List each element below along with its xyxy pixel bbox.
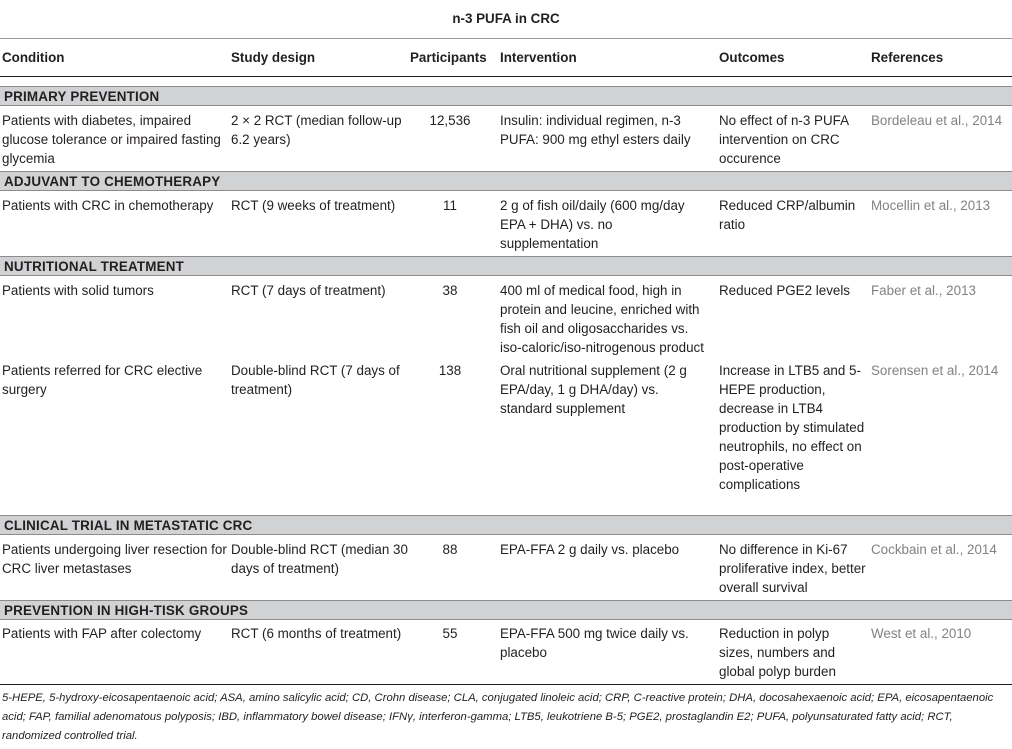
cell-intervention: EPA-FFA 500 mg twice daily vs. placebo (500, 626, 689, 660)
header-condition: Condition (2, 50, 65, 65)
cell-intervention: Oral nutritional supplement (2 g EPA/day, 1 g DHA/day) vs. standard supplement (500, 363, 687, 416)
cell-condition: Patients referred for CRC elective surgery (2, 363, 203, 397)
cell-study-design: Double-blind RCT (7 days of treatment) (231, 363, 400, 397)
cell-study-design: Double-blind RCT (median 30 days of treatment) (231, 542, 408, 576)
cell-intervention: 2 g of fish oil/daily (600 mg/day EPA + DHA) vs. no supplementation (500, 198, 685, 251)
section-high-risk-groups (0, 600, 1012, 620)
cell-condition: Patients undergoing liver resection for CRC liver metastases (2, 542, 227, 576)
cell-condition: Patients with CRC in chemotherapy (2, 198, 214, 213)
title-divider (0, 38, 1012, 39)
header-study-design: Study design (231, 50, 316, 65)
cell-reference: Bordeleau et al., 2014 (871, 113, 1003, 128)
cell-outcomes: No effect of n-3 PUFA intervention on CRC occurence (719, 113, 849, 166)
section-metastatic-crc (0, 515, 1012, 535)
cell-participants: 38 (442, 283, 458, 298)
cell-condition: Patients with diabetes, impaired glucose tolerance or impaired fasting glycemia (2, 113, 221, 166)
cell-reference: Mocellin et al., 2013 (871, 198, 991, 213)
section-label: ADJUVANT TO CHEMOTHERAPY (4, 174, 221, 189)
cell-condition: Patients with FAP after colectomy (2, 626, 202, 641)
table-title: n-3 PUFA in CRC (452, 11, 560, 26)
cell-outcomes: Increase in LTB5 and 5-HEPE production, decrease in LTB4 production by stimulated neutrophils, no effect on post-operative complications (719, 363, 865, 492)
cell-reference: Sorensen et al., 2014 (871, 363, 999, 378)
section-label: PREVENTION IN HIGH-TISK GROUPS (4, 603, 249, 618)
header-outcomes: Outcomes (719, 50, 785, 65)
header-intervention: Intervention (500, 50, 577, 65)
cell-outcomes: Reduced CRP/albumin ratio (719, 198, 856, 232)
cell-participants: 12,536 (429, 113, 471, 128)
cell-participants: 138 (438, 363, 462, 378)
cell-reference: Faber et al., 2013 (871, 283, 976, 298)
cell-participants: 55 (442, 626, 458, 641)
table-footnote: 5-HEPE, 5-hydroxy-eicosapentaenoic acid; ASA, amino salicylic acid; CD, Crohn disease; CLA, conjugated linoleic acid; CRP, C-reactive protein; DHA, docosahexaenoic acid; EPA, eicosapentaenoic acid; FAP, familial adenomatous polyposis; IBD, inflammatory bowel disease; IFNγ, interferon-gamma; LTB5, leukotriene B-5; PGE2, prostaglandin E2; PUFA, polyunsaturated fatty acid; RCT, randomized controlled trial. (2, 692, 994, 742)
cell-reference: Cockbain et al., 2014 (871, 542, 997, 557)
cell-participants: 11 (443, 198, 457, 213)
cell-outcomes: Reduced PGE2 levels (719, 283, 851, 298)
cell-intervention: Insulin: individual regimen, n-3 PUFA: 900 mg ethyl esters daily (500, 113, 691, 147)
header-participants: Participants (410, 50, 487, 65)
cell-intervention: 400 ml of medical food, high in protein and leucine, enriched with fish oil and oligosaccharides vs. iso-caloric/iso-nitrogenous product (500, 283, 704, 355)
cell-intervention: EPA-FFA 2 g daily vs. placebo (500, 542, 680, 557)
header-references: References (871, 50, 944, 65)
cell-reference: West et al., 2010 (871, 626, 972, 641)
section-label: CLINICAL TRIAL IN METASTATIC CRC (4, 518, 253, 533)
cell-outcomes: No difference in Ki-67 proliferative index, better overall survival (719, 542, 866, 595)
cell-study-design: RCT (9 weeks of treatment) (231, 198, 396, 213)
cell-participants: 88 (442, 542, 458, 557)
section-adjuvant-chemotherapy (0, 171, 1012, 191)
cell-study-design: RCT (7 days of treatment) (231, 283, 386, 298)
section-label: PRIMARY PREVENTION (4, 89, 160, 104)
section-primary-prevention (0, 86, 1012, 106)
section-nutritional-treatment (0, 256, 1012, 276)
cell-outcomes: Reduction in polyp sizes, numbers and global polyp burden (719, 626, 836, 679)
cell-study-design: RCT (6 months of treatment) (231, 626, 402, 641)
header-divider (0, 76, 1012, 77)
cell-study-design: 2 × 2 RCT (median follow-up 6.2 years) (231, 113, 402, 147)
table-bottom-rule (0, 684, 1012, 685)
section-label: NUTRITIONAL TREATMENT (4, 259, 184, 274)
cell-condition: Patients with solid tumors (2, 283, 154, 298)
